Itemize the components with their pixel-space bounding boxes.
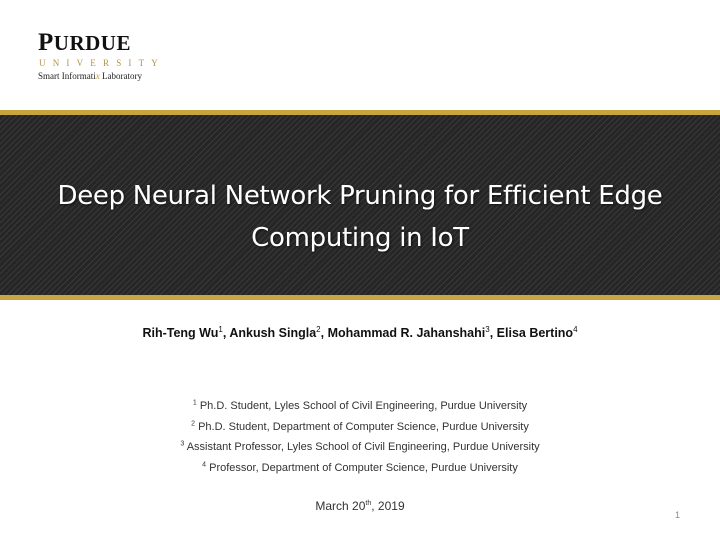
- slide-title-line-1: Deep Neural Network Pruning for Efficient Edge: [57, 181, 663, 211]
- logo-wordmark: [38, 30, 168, 56]
- affiliation-mark: 3: [180, 440, 185, 448]
- affiliation-text: Professor, Department of Computer Science, Purdue University: [209, 461, 518, 474]
- page-number: 1: [674, 510, 680, 520]
- date-suffix: th: [365, 500, 372, 507]
- author: [328, 326, 497, 340]
- slide-title: [0, 175, 720, 259]
- author-name: Elisa Bertino: [496, 326, 574, 340]
- logo-university: UNIVERSITY: [39, 58, 165, 68]
- author: [497, 326, 578, 340]
- affiliation-mark: 4: [202, 460, 207, 468]
- purdue-logo: [38, 30, 168, 81]
- author-name: Mohammad R. Jahanshahi: [327, 326, 486, 340]
- affiliation-text: Ph.D. Student, Lyles School of Civil Engineering, Purdue University: [199, 400, 528, 412]
- author-mark: 4: [573, 324, 578, 334]
- date-month: March 20: [315, 499, 366, 513]
- affiliation: [0, 417, 720, 438]
- lab-name-prefix: Smart Informati: [38, 71, 96, 81]
- author-mark: 2: [316, 324, 321, 334]
- affiliation-text: Assistant Professor, Lyles School of Civil Engineering, Purdue University: [186, 441, 540, 453]
- affiliation: [0, 396, 720, 417]
- logo-lab-name: [38, 71, 168, 81]
- author-list: [0, 326, 720, 340]
- affiliation: [0, 437, 720, 458]
- lab-name-highlight: x: [95, 71, 100, 81]
- slide-title-line-2: Computing in IoT: [251, 223, 469, 253]
- author-name: Ankush Singla: [229, 326, 317, 340]
- author-mark: 1: [218, 324, 223, 334]
- affiliation-list: [0, 396, 720, 478]
- date-year: , 2019: [371, 499, 405, 513]
- presentation-date: [0, 499, 720, 513]
- affiliation-mark: 1: [192, 399, 197, 407]
- author-mark: 3: [485, 324, 490, 334]
- affiliation-mark: 2: [191, 419, 196, 427]
- title-banner: [0, 110, 720, 300]
- author-separator: ,: [320, 326, 328, 340]
- author: [229, 326, 327, 340]
- author-name: Rih-Teng Wu: [142, 326, 219, 340]
- author-separator: ,: [222, 326, 230, 340]
- lab-name-suffix: Laboratory: [99, 71, 142, 81]
- affiliation: [0, 458, 720, 479]
- author: [142, 326, 229, 340]
- logo-initial: P: [38, 29, 54, 56]
- affiliation-text: Ph.D. Student, Department of Computer Science, Purdue University: [198, 420, 529, 433]
- author-separator: ,: [489, 326, 497, 340]
- logo-wordmark-rest: URDUE: [53, 31, 131, 55]
